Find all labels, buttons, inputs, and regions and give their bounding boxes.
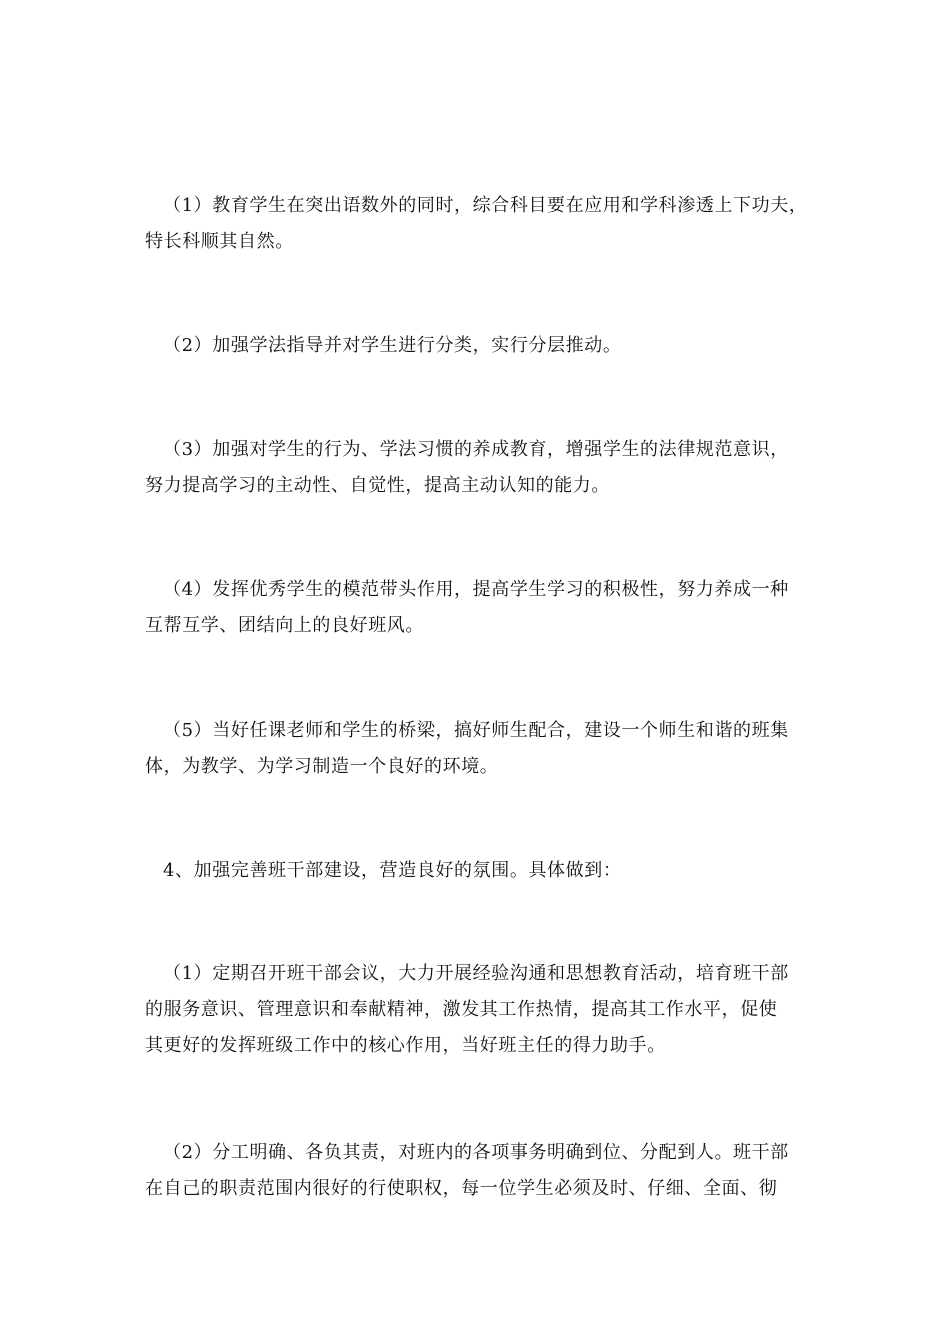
- paragraph-line: 互帮互学、团结向上的良好班风。: [145, 615, 424, 636]
- paragraph-2: [145, 328, 815, 364]
- paragraph-1: [145, 188, 815, 260]
- paragraph-line: （1）教育学生在突出语数外的同时，综合科目要在应用和学科渗透上下功夫，: [163, 195, 808, 216]
- paragraph-line: 在自己的职责范围内很好的行使职权，每一位学生必须及时、仔细、全面、彻: [145, 1178, 778, 1199]
- paragraph-7: [145, 1135, 815, 1207]
- paragraph-line: 的服务意识、管理意识和奉献精神，激发其工作热情，提高其工作水平，促使: [145, 999, 778, 1020]
- section-heading-4: [145, 853, 815, 889]
- paragraph-line: （4）发挥优秀学生的模范带头作用，提高学生学习的积极性，努力养成一种: [163, 579, 789, 600]
- paragraph-3: [145, 432, 815, 504]
- paragraph-line: （5）当好任课老师和学生的桥梁，搞好师生配合，建设一个师生和谐的班集: [163, 720, 789, 741]
- paragraph-5: [145, 713, 815, 785]
- paragraph-line: 特长科顺其自然。: [145, 231, 294, 252]
- paragraph-line: （3）加强对学生的行为、学法习惯的养成教育，增强学生的法律规范意识，: [163, 439, 789, 460]
- paragraph-line: 体，为教学、为学习制造一个良好的环境。: [145, 756, 499, 777]
- paragraph-line: （1）定期召开班干部会议，大力开展经验沟通和思想教育活动，培育班干部: [163, 963, 789, 984]
- paragraph-line: 其更好的发挥班级工作中的核心作用，当好班主任的得力助手。: [145, 1035, 666, 1056]
- paragraph-line: （2）加强学法指导并对学生进行分类，实行分层推动。: [163, 335, 622, 356]
- paragraph-line: 4、加强完善班干部建设，营造良好的氛围。具体做到：: [163, 860, 622, 881]
- paragraph-6: [145, 956, 815, 1064]
- paragraph-line: 努力提高学习的主动性、自觉性，提高主动认知的能力。: [145, 475, 610, 496]
- paragraph-4: [145, 572, 815, 644]
- paragraph-line: （2）分工明确、各负其责，对班内的各项事务明确到位、分配到人。班干部: [163, 1142, 789, 1163]
